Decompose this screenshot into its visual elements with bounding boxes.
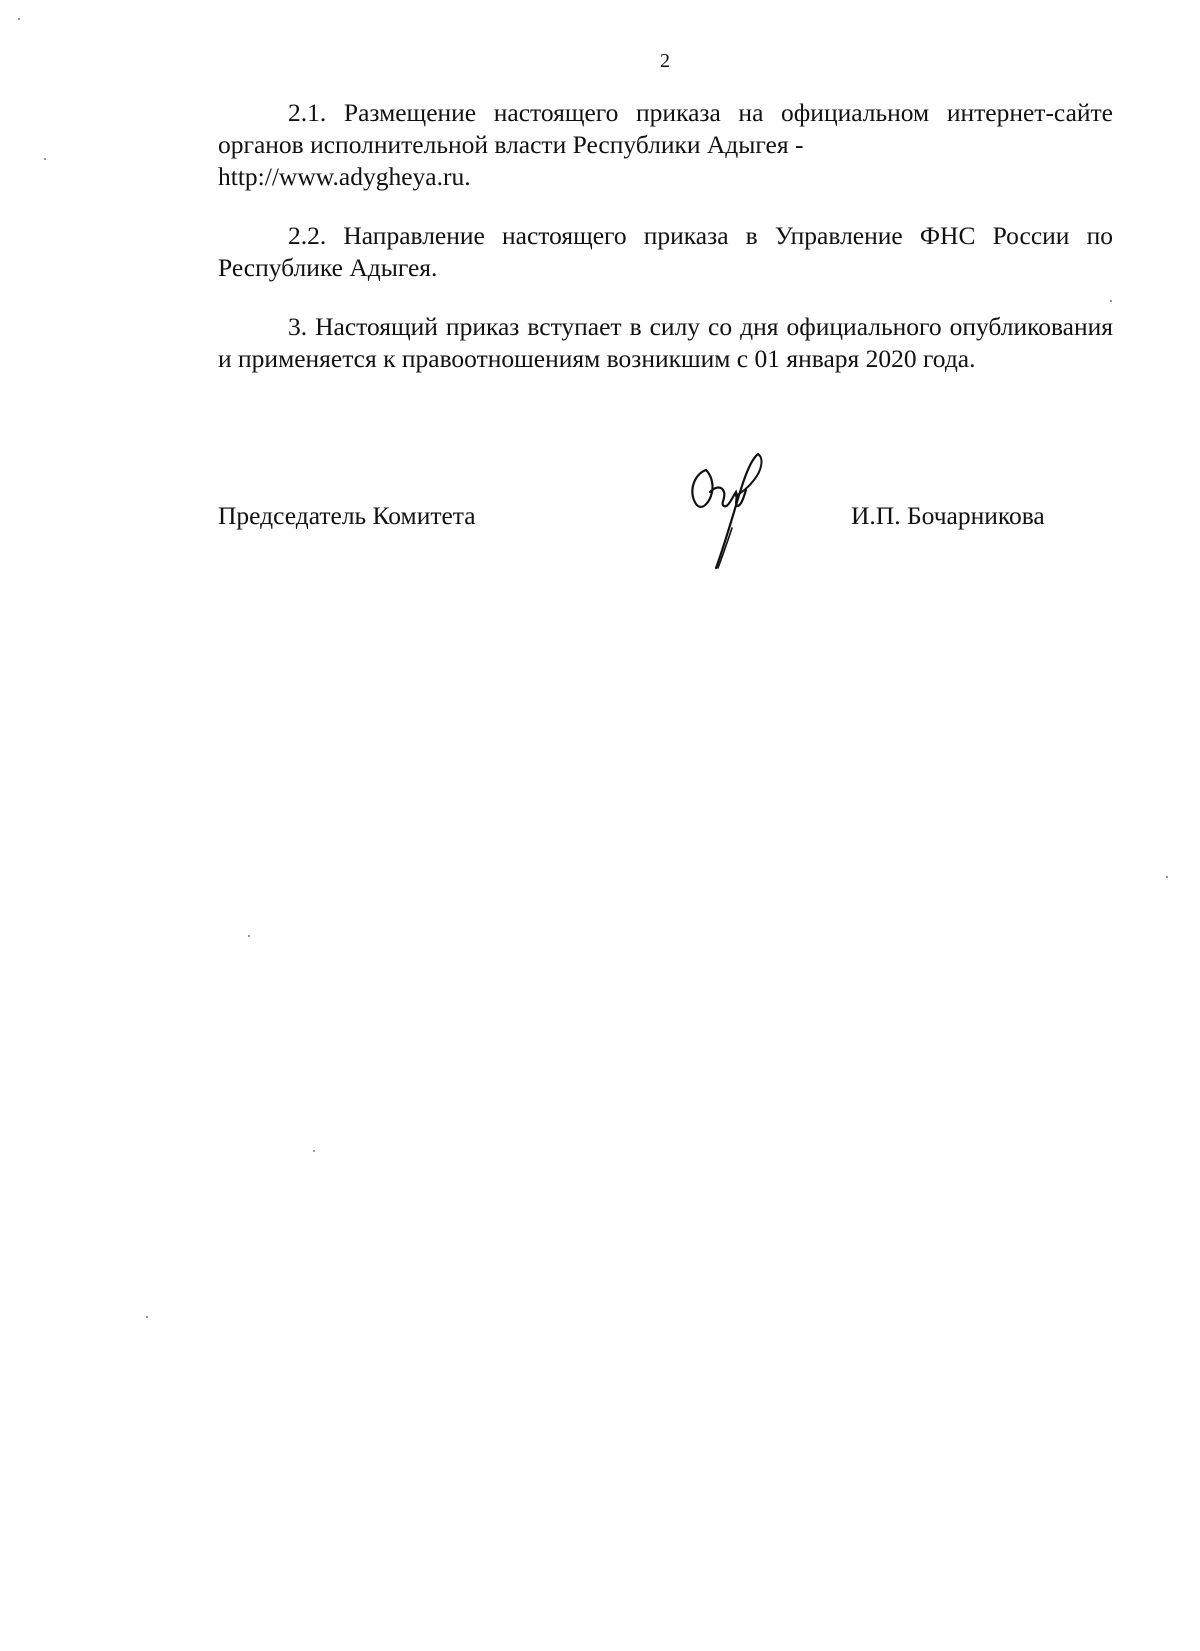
paragraph-2-2: 2.2. Направление настоящего приказа в Управление ФНС России по Республике Адыгея. (218, 221, 1113, 282)
signatory-title: Председатель Комитета (218, 501, 476, 530)
paragraph-2-1-text: 2.1. Размещение настоящего приказа на официальном интернет-сайте органов исполнительной власти Республики Адыгея - (218, 98, 1113, 159)
paragraph-3: 3. Настоящий приказ вступает в силу со дня официального опубликования и применяется к правоотношениям возникшим с 01 января 2020 года. (218, 312, 1113, 373)
scan-speck (248, 935, 250, 937)
scan-speck (146, 1316, 148, 1318)
scan-speck (313, 1150, 315, 1152)
website-url: http://www.adygheya.ru. (218, 162, 471, 191)
scan-speck (44, 158, 46, 160)
handwritten-signature (676, 452, 776, 570)
scan-speck (1110, 300, 1112, 302)
signatory-name: И.П. Бочарникова (851, 501, 1045, 530)
page-number: 2 (660, 50, 670, 72)
scan-speck (18, 18, 20, 20)
scan-speck (1166, 876, 1168, 878)
paragraph-2-1 (218, 97, 1113, 193)
